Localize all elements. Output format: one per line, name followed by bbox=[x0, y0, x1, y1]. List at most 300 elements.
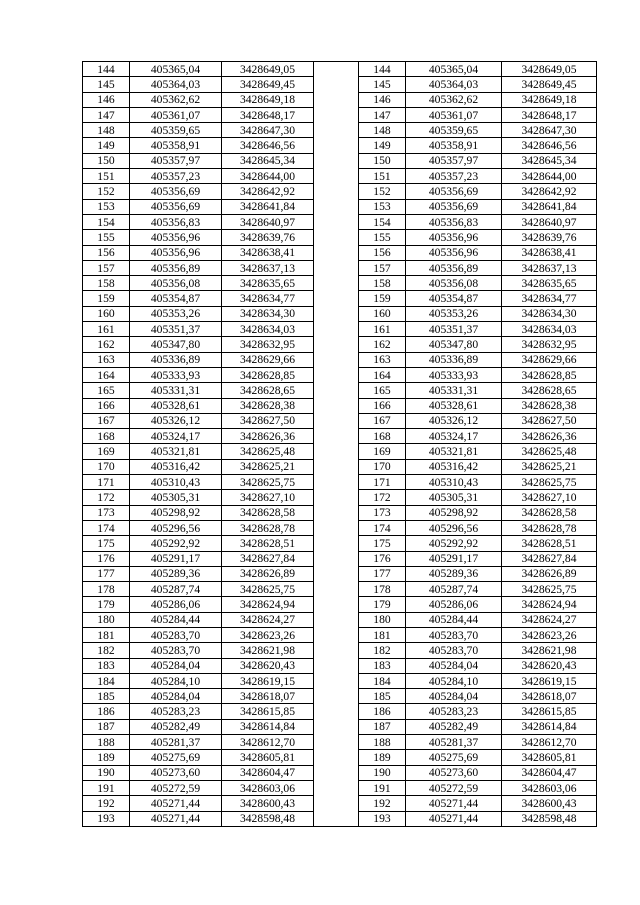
left-x-coordinate-cell: 405356,96 bbox=[130, 230, 222, 245]
column-spacer bbox=[314, 169, 359, 184]
table-row bbox=[83, 398, 597, 413]
right-x-coordinate-cell: 405356,69 bbox=[406, 199, 502, 214]
left-x-coordinate-cell: 405287,74 bbox=[130, 582, 222, 597]
left-point-number-cell: 159 bbox=[83, 291, 130, 306]
right-y-coordinate-cell: 3428639,76 bbox=[502, 230, 597, 245]
right-point-number-cell: 178 bbox=[359, 582, 406, 597]
left-y-coordinate-cell: 3428624,94 bbox=[222, 597, 314, 612]
right-y-coordinate-cell: 3428625,75 bbox=[502, 475, 597, 490]
left-point-number-cell: 177 bbox=[83, 566, 130, 581]
left-y-coordinate-cell: 3428635,65 bbox=[222, 276, 314, 291]
left-point-number-cell: 176 bbox=[83, 551, 130, 566]
right-y-coordinate-cell: 3428649,05 bbox=[502, 62, 597, 77]
right-x-coordinate-cell: 405347,80 bbox=[406, 337, 502, 352]
right-x-coordinate-cell: 405358,91 bbox=[406, 138, 502, 153]
right-x-coordinate-cell: 405336,89 bbox=[406, 352, 502, 367]
left-x-coordinate-cell: 405283,23 bbox=[130, 704, 222, 719]
left-y-coordinate-cell: 3428649,45 bbox=[222, 77, 314, 92]
right-y-coordinate-cell: 3428620,43 bbox=[502, 658, 597, 673]
right-x-coordinate-cell: 405361,07 bbox=[406, 107, 502, 122]
left-x-coordinate-cell: 405283,70 bbox=[130, 643, 222, 658]
right-x-coordinate-cell: 405331,31 bbox=[406, 383, 502, 398]
left-x-coordinate-cell: 405292,92 bbox=[130, 536, 222, 551]
right-point-number-cell: 145 bbox=[359, 77, 406, 92]
left-x-coordinate-cell: 405284,10 bbox=[130, 673, 222, 688]
right-y-coordinate-cell: 3428648,17 bbox=[502, 107, 597, 122]
right-x-coordinate-cell: 405275,69 bbox=[406, 750, 502, 765]
right-x-coordinate-cell: 405310,43 bbox=[406, 475, 502, 490]
right-y-coordinate-cell: 3428605,81 bbox=[502, 750, 597, 765]
right-point-number-cell: 186 bbox=[359, 704, 406, 719]
right-point-number-cell: 147 bbox=[359, 107, 406, 122]
right-y-coordinate-cell: 3428644,00 bbox=[502, 169, 597, 184]
left-point-number-cell: 185 bbox=[83, 689, 130, 704]
right-x-coordinate-cell: 405271,44 bbox=[406, 796, 502, 811]
left-x-coordinate-cell: 405362,62 bbox=[130, 92, 222, 107]
right-y-coordinate-cell: 3428629,66 bbox=[502, 352, 597, 367]
right-x-coordinate-cell: 405284,44 bbox=[406, 612, 502, 627]
left-point-number-cell: 174 bbox=[83, 520, 130, 535]
right-point-number-cell: 190 bbox=[359, 765, 406, 780]
column-spacer bbox=[314, 337, 359, 352]
left-point-number-cell: 147 bbox=[83, 107, 130, 122]
table-row bbox=[83, 138, 597, 153]
right-point-number-cell: 158 bbox=[359, 276, 406, 291]
right-x-coordinate-cell: 405326,12 bbox=[406, 413, 502, 428]
left-point-number-cell: 161 bbox=[83, 322, 130, 337]
right-y-coordinate-cell: 3428645,34 bbox=[502, 153, 597, 168]
right-point-number-cell: 144 bbox=[359, 62, 406, 77]
column-spacer bbox=[314, 367, 359, 382]
left-y-coordinate-cell: 3428644,00 bbox=[222, 169, 314, 184]
column-spacer bbox=[314, 735, 359, 750]
right-x-coordinate-cell: 405283,70 bbox=[406, 643, 502, 658]
left-point-number-cell: 191 bbox=[83, 780, 130, 795]
column-spacer bbox=[314, 719, 359, 734]
right-x-coordinate-cell: 405356,69 bbox=[406, 184, 502, 199]
right-point-number-cell: 165 bbox=[359, 383, 406, 398]
table-row bbox=[83, 673, 597, 688]
right-x-coordinate-cell: 405289,36 bbox=[406, 566, 502, 581]
left-y-coordinate-cell: 3428600,43 bbox=[222, 796, 314, 811]
left-x-coordinate-cell: 405356,96 bbox=[130, 245, 222, 260]
right-y-coordinate-cell: 3428604,47 bbox=[502, 765, 597, 780]
left-point-number-cell: 169 bbox=[83, 444, 130, 459]
left-point-number-cell: 156 bbox=[83, 245, 130, 260]
column-spacer bbox=[314, 658, 359, 673]
table-row bbox=[83, 306, 597, 321]
right-x-coordinate-cell: 405351,37 bbox=[406, 322, 502, 337]
right-y-coordinate-cell: 3428628,51 bbox=[502, 536, 597, 551]
column-spacer bbox=[314, 230, 359, 245]
left-point-number-cell: 167 bbox=[83, 413, 130, 428]
left-point-number-cell: 179 bbox=[83, 597, 130, 612]
right-y-coordinate-cell: 3428621,98 bbox=[502, 643, 597, 658]
right-x-coordinate-cell: 405283,70 bbox=[406, 627, 502, 642]
right-x-coordinate-cell: 405324,17 bbox=[406, 429, 502, 444]
right-point-number-cell: 157 bbox=[359, 260, 406, 275]
right-point-number-cell: 156 bbox=[359, 245, 406, 260]
right-point-number-cell: 180 bbox=[359, 612, 406, 627]
right-x-coordinate-cell: 405284,04 bbox=[406, 658, 502, 673]
left-point-number-cell: 145 bbox=[83, 77, 130, 92]
right-y-coordinate-cell: 3428625,75 bbox=[502, 582, 597, 597]
right-x-coordinate-cell: 405291,17 bbox=[406, 551, 502, 566]
column-spacer bbox=[314, 92, 359, 107]
left-x-coordinate-cell: 405356,89 bbox=[130, 260, 222, 275]
table-row bbox=[83, 337, 597, 352]
table-row bbox=[83, 153, 597, 168]
right-y-coordinate-cell: 3428627,50 bbox=[502, 413, 597, 428]
left-y-coordinate-cell: 3428605,81 bbox=[222, 750, 314, 765]
left-point-number-cell: 193 bbox=[83, 811, 130, 826]
left-x-coordinate-cell: 405298,92 bbox=[130, 505, 222, 520]
right-point-number-cell: 150 bbox=[359, 153, 406, 168]
column-spacer bbox=[314, 475, 359, 490]
right-point-number-cell: 148 bbox=[359, 123, 406, 138]
left-x-coordinate-cell: 405305,31 bbox=[130, 490, 222, 505]
column-spacer bbox=[314, 582, 359, 597]
table-row bbox=[83, 765, 597, 780]
table-row bbox=[83, 490, 597, 505]
left-point-number-cell: 192 bbox=[83, 796, 130, 811]
left-point-number-cell: 182 bbox=[83, 643, 130, 658]
right-x-coordinate-cell: 405356,89 bbox=[406, 260, 502, 275]
right-y-coordinate-cell: 3428623,26 bbox=[502, 627, 597, 642]
left-point-number-cell: 154 bbox=[83, 214, 130, 229]
left-y-coordinate-cell: 3428625,75 bbox=[222, 475, 314, 490]
right-y-coordinate-cell: 3428624,94 bbox=[502, 597, 597, 612]
right-y-coordinate-cell: 3428618,07 bbox=[502, 689, 597, 704]
left-point-number-cell: 180 bbox=[83, 612, 130, 627]
table-row bbox=[83, 735, 597, 750]
table-row bbox=[83, 367, 597, 382]
right-x-coordinate-cell: 405305,31 bbox=[406, 490, 502, 505]
right-point-number-cell: 188 bbox=[359, 735, 406, 750]
right-point-number-cell: 182 bbox=[359, 643, 406, 658]
right-y-coordinate-cell: 3428647,30 bbox=[502, 123, 597, 138]
table-row bbox=[83, 169, 597, 184]
column-spacer bbox=[314, 245, 359, 260]
right-point-number-cell: 153 bbox=[359, 199, 406, 214]
left-point-number-cell: 171 bbox=[83, 475, 130, 490]
right-point-number-cell: 163 bbox=[359, 352, 406, 367]
left-point-number-cell: 152 bbox=[83, 184, 130, 199]
right-point-number-cell: 152 bbox=[359, 184, 406, 199]
table-row bbox=[83, 475, 597, 490]
column-spacer bbox=[314, 322, 359, 337]
right-point-number-cell: 160 bbox=[359, 306, 406, 321]
column-spacer bbox=[314, 214, 359, 229]
column-spacer bbox=[314, 612, 359, 627]
right-x-coordinate-cell: 405296,56 bbox=[406, 520, 502, 535]
table-row bbox=[83, 184, 597, 199]
right-point-number-cell: 146 bbox=[359, 92, 406, 107]
table-row bbox=[83, 520, 597, 535]
column-spacer bbox=[314, 597, 359, 612]
column-spacer bbox=[314, 459, 359, 474]
left-x-coordinate-cell: 405273,60 bbox=[130, 765, 222, 780]
left-y-coordinate-cell: 3428639,76 bbox=[222, 230, 314, 245]
right-point-number-cell: 191 bbox=[359, 780, 406, 795]
right-y-coordinate-cell: 3428637,13 bbox=[502, 260, 597, 275]
table-row bbox=[83, 444, 597, 459]
right-point-number-cell: 164 bbox=[359, 367, 406, 382]
left-y-coordinate-cell: 3428647,30 bbox=[222, 123, 314, 138]
left-point-number-cell: 144 bbox=[83, 62, 130, 77]
coordinates-table-body bbox=[83, 62, 597, 827]
left-point-number-cell: 151 bbox=[83, 169, 130, 184]
left-x-coordinate-cell: 405283,70 bbox=[130, 627, 222, 642]
table-row bbox=[83, 551, 597, 566]
right-point-number-cell: 193 bbox=[359, 811, 406, 826]
left-y-coordinate-cell: 3428625,48 bbox=[222, 444, 314, 459]
right-x-coordinate-cell: 405287,74 bbox=[406, 582, 502, 597]
column-spacer bbox=[314, 184, 359, 199]
right-x-coordinate-cell: 405362,62 bbox=[406, 92, 502, 107]
left-x-coordinate-cell: 405275,69 bbox=[130, 750, 222, 765]
column-spacer bbox=[314, 505, 359, 520]
left-y-coordinate-cell: 3428603,06 bbox=[222, 780, 314, 795]
left-x-coordinate-cell: 405357,97 bbox=[130, 153, 222, 168]
left-y-coordinate-cell: 3428612,70 bbox=[222, 735, 314, 750]
table-row bbox=[83, 811, 597, 826]
table-row bbox=[83, 352, 597, 367]
right-y-coordinate-cell: 3428615,85 bbox=[502, 704, 597, 719]
left-y-coordinate-cell: 3428628,38 bbox=[222, 398, 314, 413]
left-x-coordinate-cell: 405284,04 bbox=[130, 658, 222, 673]
left-y-coordinate-cell: 3428649,05 bbox=[222, 62, 314, 77]
left-point-number-cell: 168 bbox=[83, 429, 130, 444]
column-spacer bbox=[314, 123, 359, 138]
right-point-number-cell: 170 bbox=[359, 459, 406, 474]
left-point-number-cell: 181 bbox=[83, 627, 130, 642]
table-row bbox=[83, 62, 597, 77]
right-y-coordinate-cell: 3428638,41 bbox=[502, 245, 597, 260]
right-x-coordinate-cell: 405354,87 bbox=[406, 291, 502, 306]
table-row bbox=[83, 230, 597, 245]
column-spacer bbox=[314, 566, 359, 581]
left-x-coordinate-cell: 405271,44 bbox=[130, 811, 222, 826]
table-row bbox=[83, 796, 597, 811]
left-y-coordinate-cell: 3428641,84 bbox=[222, 199, 314, 214]
column-spacer bbox=[314, 780, 359, 795]
left-x-coordinate-cell: 405356,69 bbox=[130, 184, 222, 199]
table-row bbox=[83, 643, 597, 658]
column-spacer bbox=[314, 811, 359, 826]
column-spacer bbox=[314, 413, 359, 428]
right-y-coordinate-cell: 3428628,85 bbox=[502, 367, 597, 382]
left-y-coordinate-cell: 3428649,18 bbox=[222, 92, 314, 107]
right-y-coordinate-cell: 3428598,48 bbox=[502, 811, 597, 826]
column-spacer bbox=[314, 750, 359, 765]
table-row bbox=[83, 505, 597, 520]
left-x-coordinate-cell: 405289,36 bbox=[130, 566, 222, 581]
right-x-coordinate-cell: 405272,59 bbox=[406, 780, 502, 795]
left-point-number-cell: 184 bbox=[83, 673, 130, 688]
left-point-number-cell: 155 bbox=[83, 230, 130, 245]
column-spacer bbox=[314, 77, 359, 92]
left-point-number-cell: 157 bbox=[83, 260, 130, 275]
right-y-coordinate-cell: 3428619,15 bbox=[502, 673, 597, 688]
left-point-number-cell: 170 bbox=[83, 459, 130, 474]
table-row bbox=[83, 780, 597, 795]
left-y-coordinate-cell: 3428634,30 bbox=[222, 306, 314, 321]
right-x-coordinate-cell: 405356,08 bbox=[406, 276, 502, 291]
right-y-coordinate-cell: 3428641,84 bbox=[502, 199, 597, 214]
left-x-coordinate-cell: 405354,87 bbox=[130, 291, 222, 306]
right-y-coordinate-cell: 3428627,84 bbox=[502, 551, 597, 566]
column-spacer bbox=[314, 689, 359, 704]
table-row bbox=[83, 260, 597, 275]
right-point-number-cell: 176 bbox=[359, 551, 406, 566]
left-point-number-cell: 183 bbox=[83, 658, 130, 673]
coordinates-table bbox=[82, 61, 597, 827]
right-point-number-cell: 175 bbox=[359, 536, 406, 551]
left-x-coordinate-cell: 405326,12 bbox=[130, 413, 222, 428]
column-spacer bbox=[314, 673, 359, 688]
left-point-number-cell: 173 bbox=[83, 505, 130, 520]
table-row bbox=[83, 719, 597, 734]
table-row bbox=[83, 582, 597, 597]
left-x-coordinate-cell: 405324,17 bbox=[130, 429, 222, 444]
column-spacer bbox=[314, 153, 359, 168]
right-x-coordinate-cell: 405283,23 bbox=[406, 704, 502, 719]
right-x-coordinate-cell: 405359,65 bbox=[406, 123, 502, 138]
left-point-number-cell: 148 bbox=[83, 123, 130, 138]
table-row bbox=[83, 291, 597, 306]
left-point-number-cell: 146 bbox=[83, 92, 130, 107]
right-x-coordinate-cell: 405284,10 bbox=[406, 673, 502, 688]
left-point-number-cell: 188 bbox=[83, 735, 130, 750]
left-y-coordinate-cell: 3428615,85 bbox=[222, 704, 314, 719]
left-point-number-cell: 153 bbox=[83, 199, 130, 214]
left-x-coordinate-cell: 405356,69 bbox=[130, 199, 222, 214]
left-x-coordinate-cell: 405321,81 bbox=[130, 444, 222, 459]
left-point-number-cell: 178 bbox=[83, 582, 130, 597]
left-point-number-cell: 187 bbox=[83, 719, 130, 734]
right-y-coordinate-cell: 3428634,03 bbox=[502, 322, 597, 337]
right-y-coordinate-cell: 3428649,45 bbox=[502, 77, 597, 92]
table-row bbox=[83, 383, 597, 398]
left-x-coordinate-cell: 405356,08 bbox=[130, 276, 222, 291]
left-y-coordinate-cell: 3428628,51 bbox=[222, 536, 314, 551]
right-point-number-cell: 154 bbox=[359, 214, 406, 229]
left-y-coordinate-cell: 3428632,95 bbox=[222, 337, 314, 352]
right-y-coordinate-cell: 3428628,38 bbox=[502, 398, 597, 413]
table-row bbox=[83, 597, 597, 612]
column-spacer bbox=[314, 796, 359, 811]
left-point-number-cell: 149 bbox=[83, 138, 130, 153]
left-x-coordinate-cell: 405284,44 bbox=[130, 612, 222, 627]
left-y-coordinate-cell: 3428642,92 bbox=[222, 184, 314, 199]
table-row bbox=[83, 214, 597, 229]
table-row bbox=[83, 627, 597, 642]
left-y-coordinate-cell: 3428627,10 bbox=[222, 490, 314, 505]
table-row bbox=[83, 92, 597, 107]
left-x-coordinate-cell: 405316,42 bbox=[130, 459, 222, 474]
left-point-number-cell: 190 bbox=[83, 765, 130, 780]
right-x-coordinate-cell: 405357,23 bbox=[406, 169, 502, 184]
column-spacer bbox=[314, 383, 359, 398]
table-row bbox=[83, 459, 597, 474]
left-x-coordinate-cell: 405296,56 bbox=[130, 520, 222, 535]
right-y-coordinate-cell: 3428634,77 bbox=[502, 291, 597, 306]
column-spacer bbox=[314, 765, 359, 780]
right-y-coordinate-cell: 3428603,06 bbox=[502, 780, 597, 795]
right-y-coordinate-cell: 3428642,92 bbox=[502, 184, 597, 199]
left-x-coordinate-cell: 405310,43 bbox=[130, 475, 222, 490]
right-y-coordinate-cell: 3428632,95 bbox=[502, 337, 597, 352]
right-x-coordinate-cell: 405284,04 bbox=[406, 689, 502, 704]
column-spacer bbox=[314, 627, 359, 642]
left-y-coordinate-cell: 3428624,27 bbox=[222, 612, 314, 627]
left-x-coordinate-cell: 405282,49 bbox=[130, 719, 222, 734]
left-y-coordinate-cell: 3428623,26 bbox=[222, 627, 314, 642]
column-spacer bbox=[314, 260, 359, 275]
left-x-coordinate-cell: 405358,91 bbox=[130, 138, 222, 153]
column-spacer bbox=[314, 520, 359, 535]
right-y-coordinate-cell: 3428626,89 bbox=[502, 566, 597, 581]
left-x-coordinate-cell: 405281,37 bbox=[130, 735, 222, 750]
right-y-coordinate-cell: 3428628,65 bbox=[502, 383, 597, 398]
right-x-coordinate-cell: 405281,37 bbox=[406, 735, 502, 750]
right-x-coordinate-cell: 405356,96 bbox=[406, 245, 502, 260]
right-point-number-cell: 162 bbox=[359, 337, 406, 352]
right-y-coordinate-cell: 3428614,84 bbox=[502, 719, 597, 734]
right-point-number-cell: 192 bbox=[359, 796, 406, 811]
column-spacer bbox=[314, 352, 359, 367]
right-y-coordinate-cell: 3428624,27 bbox=[502, 612, 597, 627]
left-y-coordinate-cell: 3428627,50 bbox=[222, 413, 314, 428]
right-x-coordinate-cell: 405298,92 bbox=[406, 505, 502, 520]
left-point-number-cell: 162 bbox=[83, 337, 130, 352]
column-spacer bbox=[314, 138, 359, 153]
left-y-coordinate-cell: 3428614,84 bbox=[222, 719, 314, 734]
right-point-number-cell: 174 bbox=[359, 520, 406, 535]
right-y-coordinate-cell: 3428649,18 bbox=[502, 92, 597, 107]
right-point-number-cell: 172 bbox=[359, 490, 406, 505]
column-spacer bbox=[314, 704, 359, 719]
left-x-coordinate-cell: 405336,89 bbox=[130, 352, 222, 367]
right-point-number-cell: 151 bbox=[359, 169, 406, 184]
left-y-coordinate-cell: 3428620,43 bbox=[222, 658, 314, 673]
right-y-coordinate-cell: 3428628,78 bbox=[502, 520, 597, 535]
right-point-number-cell: 181 bbox=[359, 627, 406, 642]
column-spacer bbox=[314, 291, 359, 306]
left-y-coordinate-cell: 3428637,13 bbox=[222, 260, 314, 275]
right-x-coordinate-cell: 405333,93 bbox=[406, 367, 502, 382]
left-x-coordinate-cell: 405351,37 bbox=[130, 322, 222, 337]
right-x-coordinate-cell: 405271,44 bbox=[406, 811, 502, 826]
table-row bbox=[83, 322, 597, 337]
left-y-coordinate-cell: 3428626,36 bbox=[222, 429, 314, 444]
left-y-coordinate-cell: 3428628,58 bbox=[222, 505, 314, 520]
left-y-coordinate-cell: 3428628,78 bbox=[222, 520, 314, 535]
left-point-number-cell: 165 bbox=[83, 383, 130, 398]
right-x-coordinate-cell: 405328,61 bbox=[406, 398, 502, 413]
table-row bbox=[83, 750, 597, 765]
left-y-coordinate-cell: 3428645,34 bbox=[222, 153, 314, 168]
column-spacer bbox=[314, 551, 359, 566]
right-point-number-cell: 171 bbox=[359, 475, 406, 490]
left-x-coordinate-cell: 405359,65 bbox=[130, 123, 222, 138]
right-point-number-cell: 155 bbox=[359, 230, 406, 245]
left-y-coordinate-cell: 3428626,89 bbox=[222, 566, 314, 581]
left-point-number-cell: 150 bbox=[83, 153, 130, 168]
column-spacer bbox=[314, 536, 359, 551]
left-y-coordinate-cell: 3428621,98 bbox=[222, 643, 314, 658]
